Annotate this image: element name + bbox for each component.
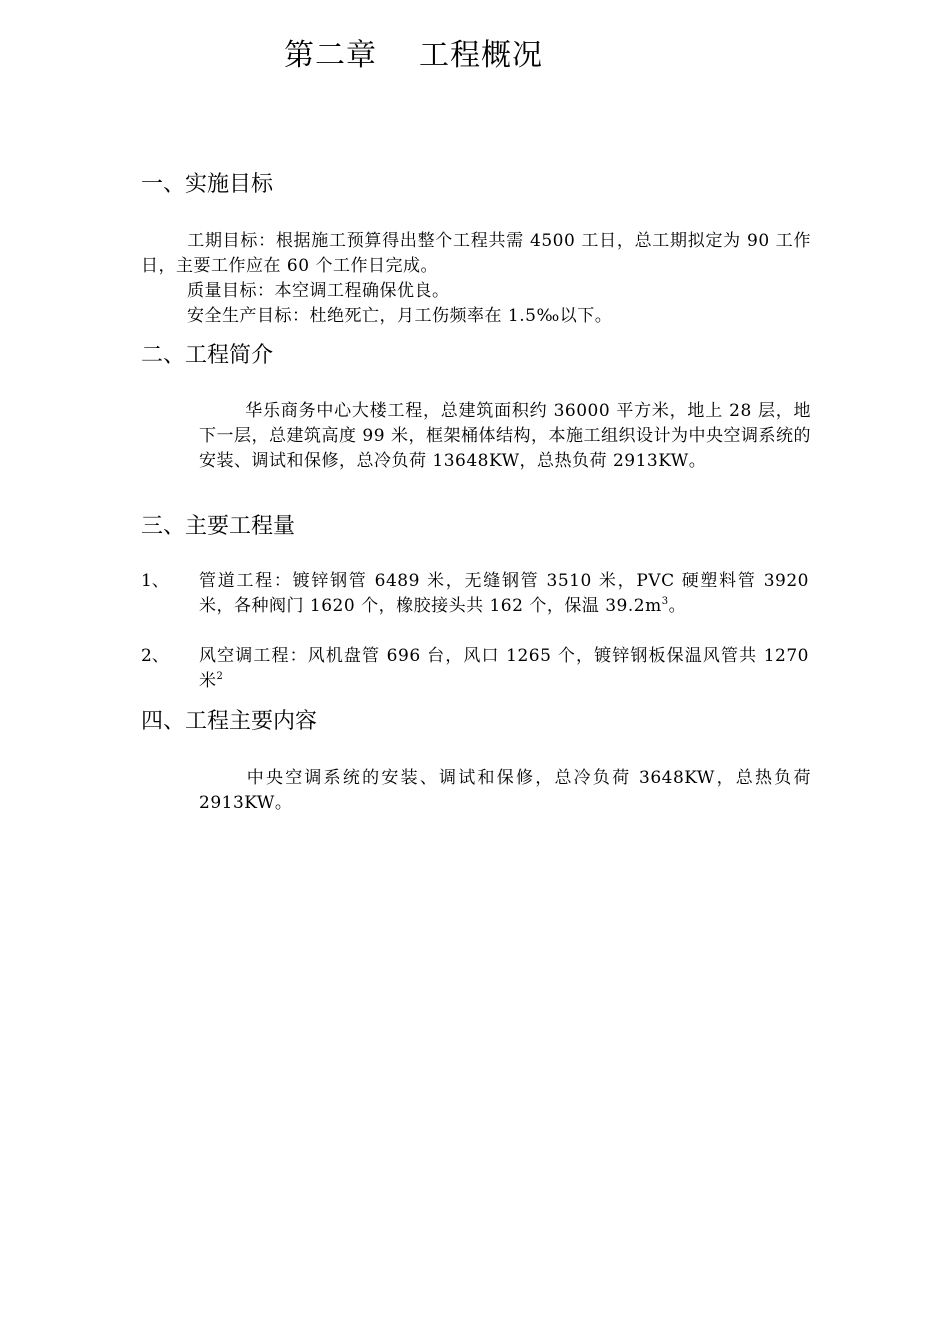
section-heading-quantities: 三、主要工程量 xyxy=(141,514,296,539)
chapter-name: 工程概况 xyxy=(419,38,543,73)
paragraph-main-content: 中央空调系统的安装、调试和保修，总冷负荷 3648KW，总热负荷 2913KW。 xyxy=(199,768,811,813)
section-heading-main-content: 四、工程主要内容 xyxy=(141,709,318,734)
superscript: 3 xyxy=(661,596,669,607)
superscript: 2 xyxy=(216,671,224,682)
section-heading-overview: 二、工程简介 xyxy=(141,343,274,368)
list-item-number: 1、 xyxy=(141,571,169,591)
list-item-text: 管道工程：镀锌钢管 6489 米，无缝钢管 3510 米，PVC 硬塑料管 3920 米，各种阀门 1620 个，橡胶接头共 162 个，保温 $39.2m^3$。 xyxy=(199,571,809,616)
chapter-title xyxy=(284,36,543,76)
chapter-number: 第二章 xyxy=(284,38,377,73)
section-heading-goals: 一、实施目标 xyxy=(141,172,274,197)
paragraph-schedule-goal: 工期目标：根据施工预算得出整个工程共需 4500 工日，总工期拟定为 90 工作日，主要工作应在 60 个工作日完成。 xyxy=(141,231,811,276)
list-item-text: 风空调工程：风机盘管 696 台，风口 1265 个，镀锌钢板保温风管共 1270 米$^2$ xyxy=(199,646,809,691)
paragraph-quality-goal: 质量目标：本空调工程确保优良。 xyxy=(187,281,450,301)
paragraph-safety-goal: 安全生产目标：杜绝死亡，月工伤频率在 1.5‰以下。 xyxy=(187,306,613,326)
paragraph-project-overview: 华乐商务中心大楼工程，总建筑面积约 36000 平方米，地上 28 层，地下一层，总建筑高度 99 米，框架桶体结构，本施工组织设计为中央空调系统的安装、调试和保修，总冷负荷 13648KW，总热负荷 2913KW。 xyxy=(199,401,811,471)
list-item-number: 2、 xyxy=(141,646,169,666)
